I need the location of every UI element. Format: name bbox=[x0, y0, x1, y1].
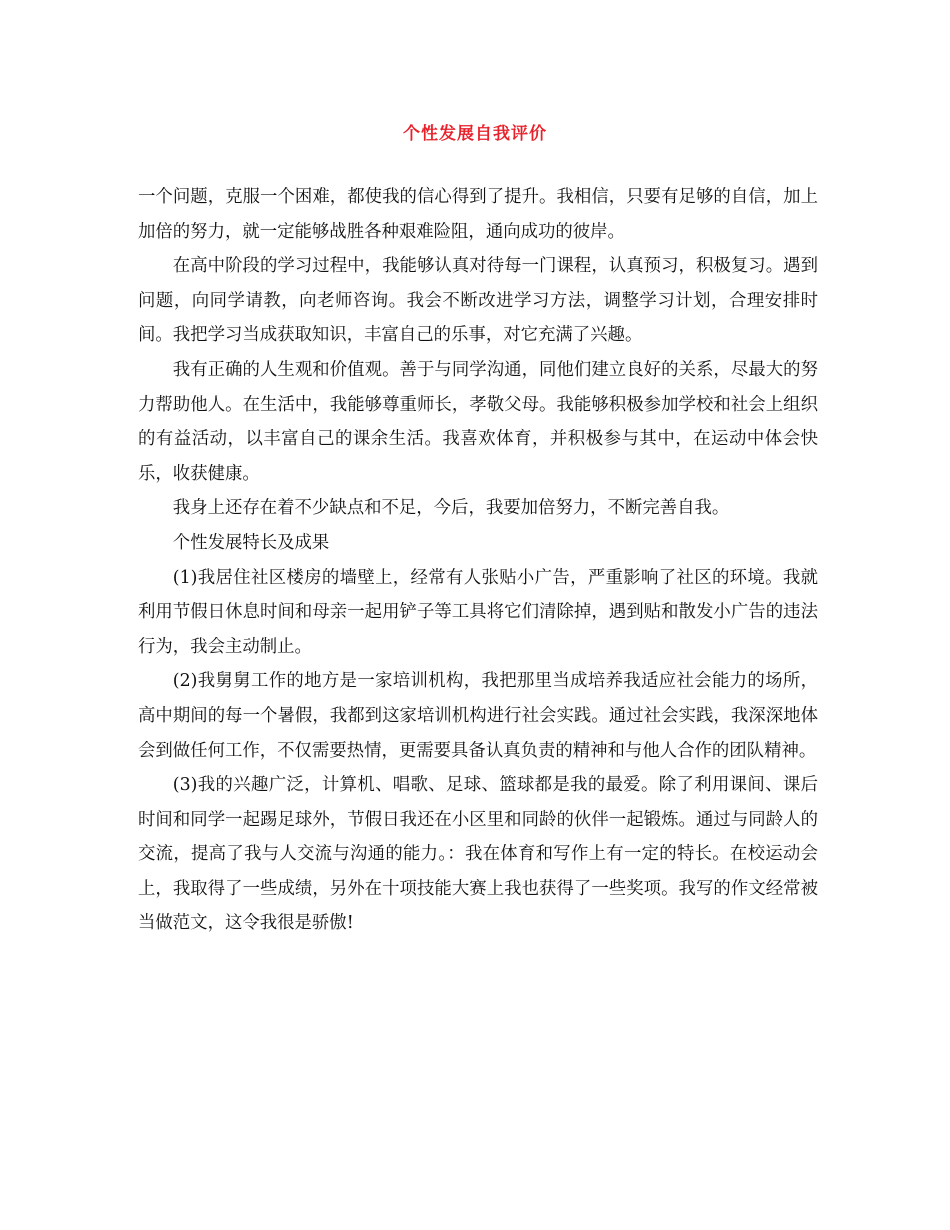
paragraph-item-2: (2)我舅舅工作的地方是一家培训机构，我把那里当成培养我适应社会能力的场所，高中期间的每一个暑假，我都到这家培训机构进行社会实践。通过社会实践，我深深地体会到做任何工作，不仅需要热情，更需要具备认真负责的精神和与他人合作的团队精神。 bbox=[138, 671, 818, 761]
paragraph-study: 在高中阶段的学习过程中，我能够认真对待每一门课程，认真预习，积极复习。遇到问题，向同学请教，向老师咨询。我会不断改进学习方法，调整学习计划，合理安排时间。我把学习当成获取知识，丰富自己的乐事，对它充满了兴趣。 bbox=[138, 256, 818, 346]
paragraph-improvement: 我身上还存在着不少缺点和不足，今后，我要加倍努力，不断完善自我。 bbox=[172, 498, 730, 519]
document-body bbox=[138, 180, 818, 941]
paragraph-continuation: 一个问题，克服一个困难，都使我的信心得到了提升。我相信，只要有足够的自信，加上加倍的努力，就一定能够战胜各种艰难险阻，通向成功的彼岸。 bbox=[138, 187, 818, 242]
paragraph-values: 我有正确的人生观和价值观。善于与同学沟通，同他们建立良好的关系，尽最大的努力帮助他人。在生活中，我能够尊重师长，孝敬父母。我能够积极参加学校和社会上组织的有益活动，以丰富自己的课余生活。我喜欢体育，并积极参与其中，在运动中体会快乐，收获健康。 bbox=[138, 359, 818, 484]
document-title: 个性发展自我评价 bbox=[403, 124, 547, 144]
paragraph-item-3: (3)我的兴趣广泛，计算机、唱歌、足球、篮球都是我的最爱。除了利用课间、课后时间和同学一起踢足球外，节假日我还在小区里和同龄的伙伴一起锻炼。通过与同龄人的交流，提高了我与人交流与沟通的能力。：我在体育和写作上有一定的特长。在校运动会上，我取得了一些成绩，另外在十项技能大赛上我也获得了一些奖项。我写的作文经常被当做范文，这令我很是骄傲! bbox=[138, 775, 818, 934]
section-heading-achievements: 个性发展特长及成果 bbox=[172, 532, 330, 553]
paragraph-item-1: (1)我居住社区楼房的墙壁上，经常有人张贴小广告，严重影响了社区的环境。我就利用节假日休息时间和母亲一起用铲子等工具将它们清除掉，遇到贴和散发小广告的违法行为，我会主动制止。 bbox=[138, 567, 818, 657]
